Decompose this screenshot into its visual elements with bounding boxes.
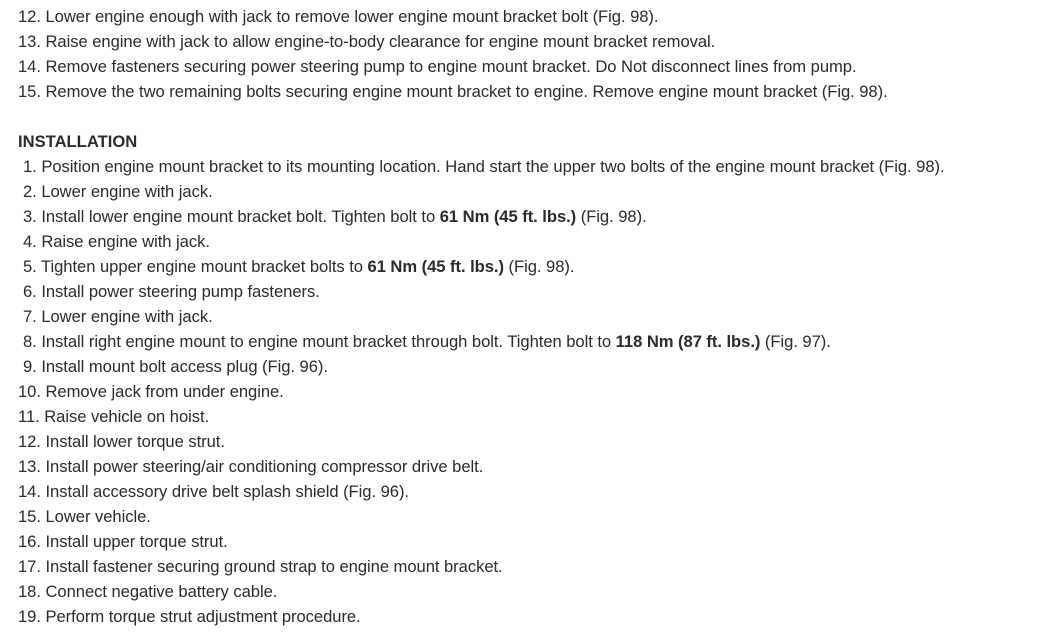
installation-step [18, 579, 277, 604]
step-text: Lower engine enough with jack to remove lower engine mount bracket bolt (Fig. 98). [45, 7, 659, 26]
installation-step [18, 429, 225, 454]
step-number: 16. [18, 532, 41, 551]
step-number: 13. [18, 457, 41, 476]
step-number: 18. [18, 582, 41, 601]
installation-step [18, 604, 361, 629]
step-number: 3. [23, 207, 37, 226]
step-text: Connect negative battery cable. [45, 582, 278, 601]
installation-step [18, 529, 228, 554]
step-number: 12. [18, 7, 41, 26]
step-text: Raise engine with jack to allow engine-to-body clearance for engine mount bracket removal. [45, 32, 716, 51]
torque-spec: 118 Nm (87 ft. lbs.) [615, 332, 761, 351]
step-text: Raise vehicle on hoist. [44, 407, 210, 426]
installation-step [18, 404, 209, 429]
installation-step [23, 304, 213, 329]
step-number: 4. [23, 232, 37, 251]
step-text: Install accessory drive belt splash shield (Fig. 96). [45, 482, 409, 501]
step-text: Lower vehicle. [45, 507, 151, 526]
step-number: 9. [23, 357, 37, 376]
step-text: Lower engine with jack. [41, 182, 213, 201]
step-number: 1. [23, 157, 37, 176]
step-text: Install upper torque strut. [45, 532, 228, 551]
installation-step [23, 254, 574, 279]
step-text-suffix: (Fig. 98). [576, 207, 647, 226]
step-number: 5. [23, 257, 37, 276]
step-number: 6. [23, 282, 37, 301]
step-number: 11. [18, 407, 40, 426]
step-text: Install power steering pump fasteners. [41, 282, 320, 301]
installation-step [18, 454, 483, 479]
installation-step [23, 354, 328, 379]
step-text: Install lower torque strut. [45, 432, 225, 451]
installation-step [18, 479, 409, 504]
step-text: Raise engine with jack. [41, 232, 210, 251]
step-number: 8. [23, 332, 37, 351]
installation-step [18, 504, 151, 529]
step-text: Install fastener securing ground strap to engine mount bracket. [45, 557, 503, 576]
step-text-suffix: (Fig. 98). [503, 257, 575, 276]
installation-step [18, 554, 503, 579]
torque-spec: 61 Nm (45 ft. lbs.) [367, 257, 504, 276]
step-text: Remove fasteners securing power steering pump to engine mount bracket. Do Not disconnect lines from pump. [45, 57, 857, 76]
step-number: 7. [23, 307, 37, 326]
removal-step [18, 54, 857, 79]
installation-step [23, 229, 210, 254]
step-number: 14. [18, 482, 41, 501]
step-number: 12. [18, 432, 41, 451]
step-text: Lower engine with jack. [41, 307, 213, 326]
step-number: 13. [18, 32, 41, 51]
step-text: Remove the two remaining bolts securing engine mount bracket to engine. Remove engine mount bracket (Fig. 98). [45, 82, 888, 101]
step-number: 15. [18, 507, 41, 526]
step-text-suffix: (Fig. 97). [760, 332, 831, 351]
installation-step [23, 204, 647, 229]
installation-step [23, 154, 945, 179]
removal-step [18, 79, 888, 104]
installation-step [18, 379, 284, 404]
step-text: Install mount bolt access plug (Fig. 96). [41, 357, 328, 376]
step-text: Install lower engine mount bracket bolt. Tighten bolt to [41, 207, 440, 226]
step-number: 17. [18, 557, 41, 576]
removal-step [18, 4, 658, 29]
step-number: 15. [18, 82, 41, 101]
step-text: Position engine mount bracket to its mounting location. Hand start the upper two bolts of the engine mount bracket (Fig. 98). [41, 157, 945, 176]
step-text: Remove jack from under engine. [45, 382, 284, 401]
step-text: Install power steering/air conditioning compressor drive belt. [45, 457, 484, 476]
torque-spec: 61 Nm (45 ft. lbs.) [439, 207, 577, 226]
section-heading-installation: INSTALLATION [18, 132, 138, 151]
removal-step [18, 29, 715, 54]
installation-step [23, 179, 213, 204]
step-text: Perform torque strut adjustment procedure. [45, 607, 361, 626]
step-number: 10. [18, 382, 41, 401]
step-number: 14. [18, 57, 41, 76]
installation-step [23, 329, 831, 354]
installation-step [23, 279, 320, 304]
step-text: Tighten upper engine mount bracket bolts to [41, 257, 368, 276]
step-number: 19. [18, 607, 41, 626]
step-text: Install right engine mount to engine mount bracket through bolt. Tighten bolt to [41, 332, 616, 351]
step-number: 2. [23, 182, 37, 201]
